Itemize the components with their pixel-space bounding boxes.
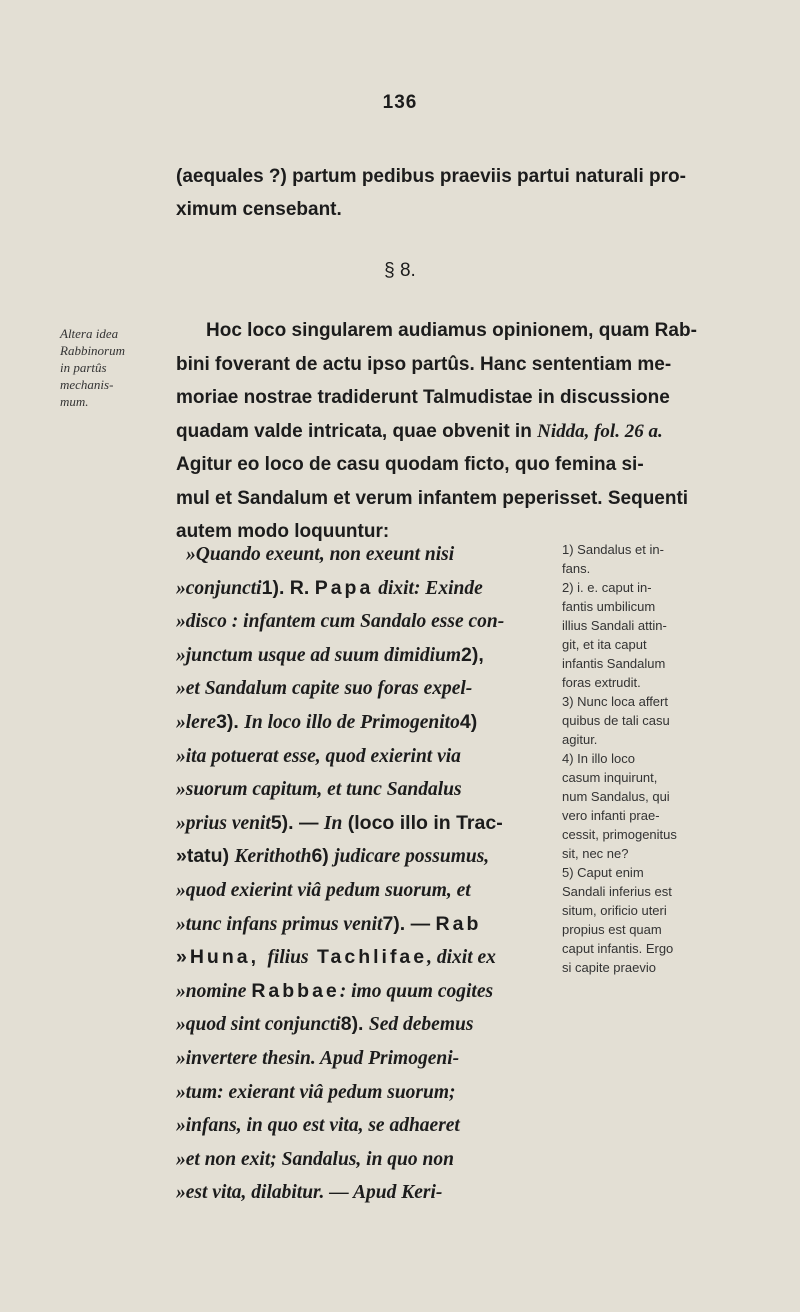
quote-text: »Quando exeunt, non exeunt nisi — [186, 544, 455, 565]
quote-text: : imo quum cogites — [339, 980, 494, 1002]
quote-text: In loco illo de Primogenito — [244, 711, 460, 733]
footnote-line: git, et ita caput — [562, 637, 647, 652]
intro-line: (aequales ?) partum pedibus praeviis partui naturali pro- — [176, 166, 686, 187]
quote-text: »lere — [176, 711, 217, 733]
quote-name: Tachlifae — [308, 946, 428, 969]
intro-text — [176, 160, 776, 226]
footnote-line: caput infantis. Ergo — [562, 941, 674, 956]
quote-text: »conjuncti — [176, 577, 262, 599]
paragraph-line: mul et Sandalum et verum infantem peperisset. Sequenti — [176, 487, 689, 509]
footnote-ref: 2), — [461, 643, 484, 666]
page-number: 136 — [382, 92, 418, 113]
quote-text: (loco illo in Trac- — [342, 811, 503, 834]
quote-line — [176, 908, 556, 942]
margin-note-line: Altera idea — [60, 326, 119, 341]
quote-line — [176, 639, 556, 673]
quote-text: »suorum capitum, et tunc Sandalus — [176, 779, 462, 801]
footnote-line: propius est quam — [562, 922, 662, 937]
quote-text: »tatu) — [176, 845, 235, 868]
footnote-line: num Sandalus, qui — [562, 789, 670, 804]
footnote-line: quibus de tali casu — [562, 713, 670, 728]
paragraph-line — [176, 415, 776, 449]
footnote-line: casum inquirunt, — [562, 770, 658, 785]
quote-text: »junctum usque ad suum dimidium — [176, 644, 462, 666]
quote-text: »infans, in quo est vita, se adhaeret — [176, 1115, 460, 1137]
footnote-line: sit, nec ne? — [562, 846, 629, 861]
quote-text: »est vita, dilabitur. — — [176, 1182, 353, 1204]
paragraph-line: autem modo loquuntur: — [176, 521, 390, 542]
footnote-line: 3) Nunc loca affert — [562, 694, 668, 709]
quote-line — [176, 1176, 556, 1210]
quote-line — [176, 538, 556, 572]
quote-text: »et Sandalum capite suo foras expel- — [176, 678, 473, 700]
paragraph-reference: Nidda, fol. 26 a. — [537, 420, 663, 442]
quote-text: »prius venit — [176, 812, 271, 834]
footnote-line: fantis umbilicum — [562, 599, 656, 614]
quote-text: Sed debemus — [368, 1014, 474, 1036]
quote-line — [176, 1143, 556, 1177]
margin-note-line: in partûs — [60, 360, 107, 375]
quote-text: Apud Keri- — [352, 1182, 443, 1204]
quote-text: , dixit ex — [427, 947, 496, 969]
intro-line: ximum censebant. — [176, 199, 342, 220]
quote-text: In — [323, 812, 343, 834]
footnote-line: vero infanti prae- — [562, 808, 660, 823]
quote-name: Rab — [435, 912, 482, 935]
quote-line — [176, 941, 556, 975]
paragraph-text: quadam valde intricata, quae obvenit in — [176, 420, 532, 442]
quote-text: »tunc infans primus venit — [176, 913, 383, 935]
footnote-ref: 8). — [340, 1013, 369, 1036]
footnote-line: 2) i. e. caput in- — [562, 580, 652, 595]
quote-text: filius — [267, 947, 309, 969]
footnote-line: cessit, primogenitus — [562, 827, 677, 842]
quote-line — [176, 840, 556, 874]
margin-note-line: Rabbinorum — [60, 343, 125, 358]
quote-name: »Huna, — [176, 946, 268, 969]
quote-text: »quod sint conjuncti — [176, 1014, 341, 1036]
margin-note-line: mum. — [60, 394, 89, 409]
quote-line — [176, 740, 556, 774]
quote-line — [176, 1008, 556, 1042]
paragraph-line: Hoc loco singularem audiamus opinionem, quam Rab- — [206, 320, 697, 341]
quote-text: »ita potuerat esse, quod exierint via — [176, 745, 461, 767]
quote-line — [176, 672, 556, 706]
quote-text: »disco : infantem cum Sandalo esse con- — [176, 611, 505, 633]
paragraph-line: bini foverant de actu ipso partûs. Hanc sententiam me- — [176, 353, 672, 375]
quote-line — [176, 1109, 556, 1143]
quote-text: »et non exit; Sandalus, in quo non — [176, 1148, 454, 1170]
quote-line — [176, 874, 556, 908]
footnote-ref: 4) — [459, 710, 478, 733]
quote-text: »nomine — [176, 980, 252, 1002]
quote-text: dixit: Exinde — [373, 577, 483, 599]
footnote-line: Sandali inferius est — [562, 884, 672, 899]
quote-text: »quod exierint viâ pedum suorum, et — [176, 879, 471, 901]
margin-note-line: mechanis- — [60, 377, 114, 392]
footnote-ref: 1). R. — [261, 576, 315, 599]
margin-note — [60, 325, 180, 410]
footnote-line: 4) In illo loco — [562, 751, 635, 766]
quote-line — [176, 605, 556, 639]
quote-line — [176, 807, 556, 841]
quote-text: »invertere thesin. Apud Primogeni- — [176, 1047, 460, 1069]
footnote-line: infantis Sandalum — [562, 656, 666, 671]
footnote-line: si capite praevio — [562, 960, 656, 975]
quote-line — [176, 706, 556, 740]
quote-name: Kerithoth — [234, 846, 312, 868]
quote-line — [176, 773, 556, 807]
footnote-line: 1) Sandalus et in- — [562, 542, 664, 557]
paragraph-line: moriae nostrae tradiderunt Talmudistae in discussione — [176, 387, 670, 408]
footnote-line: situm, orificio uteri — [562, 903, 667, 918]
paragraph-line: Agitur eo loco de casu quodam ficto, quo femina si- — [176, 454, 644, 475]
footnote-ref: 6) — [311, 845, 335, 868]
quote-line — [176, 975, 556, 1009]
main-paragraph — [176, 314, 776, 549]
footnote-ref: 3). — [216, 710, 245, 733]
quote-name: Rabbae — [251, 979, 340, 1002]
quote-text: judicare possumus, — [334, 846, 490, 868]
footnote-line: agitur. — [562, 732, 598, 747]
quote-line — [176, 1076, 556, 1110]
footnotes — [562, 540, 787, 977]
quote-line — [176, 1042, 556, 1076]
footnote-line: foras extrudit. — [562, 675, 641, 690]
talmud-quote — [176, 538, 556, 1210]
quote-name: Papa — [314, 576, 374, 599]
quote-line — [176, 572, 556, 606]
section-heading: § 8. — [384, 260, 416, 281]
footnote-ref: 5). — — [270, 811, 324, 834]
footnote-line: fans. — [562, 561, 591, 576]
footnote-line: 5) Caput enim — [562, 865, 644, 880]
footnote-ref: 7). — — [382, 912, 436, 935]
footnote-line: illius Sandali attin- — [562, 618, 667, 633]
quote-text: »tum: exierant viâ pedum suorum; — [176, 1081, 456, 1103]
